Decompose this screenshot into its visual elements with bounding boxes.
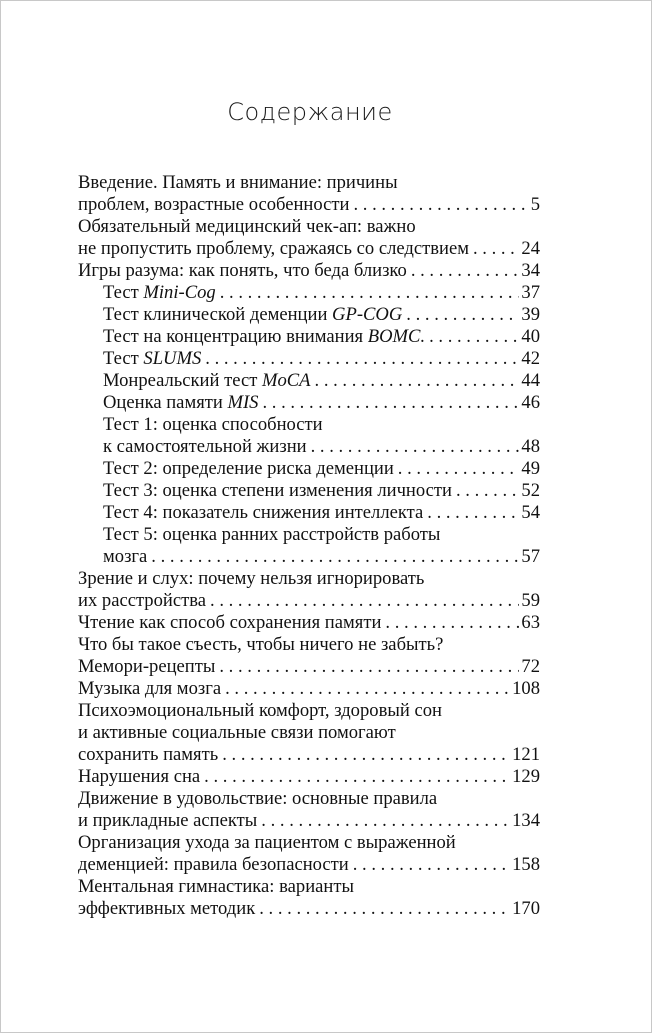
toc-entry-last-line	[78, 238, 540, 260]
toc-entry[interactable]	[78, 216, 540, 260]
toc-page-number: 158	[512, 854, 540, 875]
toc-entry-text-line: Организация ухода за пациентом с выраженной	[78, 832, 456, 853]
toc-entry-text-line: Что бы такое съесть, чтобы ничего не забыть?	[78, 634, 444, 655]
toc-entry-text-line: и активные социальные связи помогают	[78, 722, 396, 743]
toc-subentry[interactable]	[78, 304, 540, 326]
toc-page-number: 39	[521, 304, 540, 325]
toc-page-number: 72	[521, 656, 540, 677]
toc-entry[interactable]	[78, 678, 540, 700]
dot-leader	[402, 304, 519, 326]
toc-entry[interactable]	[78, 766, 540, 788]
toc-entry-last-line	[78, 590, 540, 612]
toc-page-number: 24	[521, 238, 540, 259]
toc-entry-last-line	[103, 326, 540, 348]
dot-leader	[147, 546, 519, 568]
toc-entry-title-abbr: MoCA	[261, 370, 311, 391]
toc-entry[interactable]	[78, 832, 540, 876]
toc-entry[interactable]	[78, 788, 540, 832]
toc-page-number: 108	[512, 678, 540, 699]
dot-leader	[255, 898, 510, 920]
dot-leader	[407, 260, 520, 282]
toc-entry-title	[103, 304, 402, 326]
toc-entry-title: их расстройства	[78, 590, 207, 611]
toc-page-number: 63	[521, 612, 540, 633]
toc-subentry[interactable]	[78, 370, 540, 392]
toc-entry-last-line	[78, 810, 540, 832]
toc-entry-title-abbr: MIS	[227, 392, 259, 413]
toc-page-number: 134	[512, 810, 540, 831]
toc-entry-title: Мемори-рецепты	[78, 656, 216, 677]
dot-leader	[216, 282, 520, 304]
toc-entry[interactable]	[78, 634, 540, 678]
toc-page-number: 34	[521, 260, 540, 281]
dot-leader	[423, 502, 519, 524]
toc-entry-title-prefix: Оценка памяти	[103, 392, 228, 413]
dot-leader	[452, 480, 519, 502]
toc-entry-title-prefix: Тест на концентрацию внимания	[103, 326, 368, 347]
toc-entry-title: Игры разума: как понять, что беда близко	[78, 260, 407, 281]
toc-entry-last-line	[103, 546, 540, 568]
toc-page-number: 48	[521, 436, 540, 457]
toc-entry-text-line: Тест 5: оценка ранних расстройств работы	[103, 524, 441, 545]
dot-leader	[258, 392, 519, 414]
toc-entry-title: проблем, возрастные особенности	[78, 194, 350, 215]
toc-entry-title: Тест 3: оценка степени изменения личности	[103, 480, 452, 501]
toc-entry-title: мозга	[103, 546, 148, 567]
toc-entry-last-line	[78, 898, 540, 920]
toc-subentry[interactable]	[78, 502, 540, 524]
toc-page-number: 54	[521, 502, 540, 523]
toc-entry-last-line	[78, 656, 540, 678]
dot-leader	[201, 348, 519, 370]
toc-entry-title: не пропустить проблему, сражаясь со следствием	[78, 238, 469, 259]
toc-entry-last-line	[103, 502, 540, 524]
toc-entry-title: сохранить память	[78, 744, 219, 765]
toc-subentry[interactable]	[78, 348, 540, 370]
toc-page-number: 170	[512, 898, 540, 919]
toc-entry-text-line: Движение в удовольствие: основные правила	[78, 788, 438, 809]
toc-entry[interactable]	[78, 700, 540, 766]
toc-entry-title-abbr: BOMC.	[367, 326, 426, 347]
toc-entry-title: эффективных методик	[78, 898, 256, 919]
toc-entry-last-line	[78, 766, 540, 788]
toc-entry[interactable]	[78, 568, 540, 612]
toc-entry-title-prefix: Тест	[103, 348, 144, 369]
dot-leader	[307, 436, 520, 458]
toc-entry-title	[103, 392, 258, 414]
toc-entry-text-line: Зрение и слух: почему нельзя игнорировать	[78, 568, 425, 589]
toc-entry-title-abbr: GP-COG	[332, 304, 403, 325]
toc-entry-last-line	[103, 304, 540, 326]
toc-entry-last-line	[103, 282, 540, 304]
dot-leader	[349, 854, 510, 876]
toc-page-number: 57	[521, 546, 540, 567]
toc-entry-last-line	[103, 392, 540, 414]
toc-entry[interactable]	[78, 876, 540, 920]
toc-entry-title-prefix: Тест	[103, 282, 144, 303]
toc-entry[interactable]	[78, 612, 540, 634]
toc-entry-last-line	[103, 480, 540, 502]
toc-entry-last-line	[78, 260, 540, 282]
toc-entry-title	[103, 370, 311, 392]
dot-leader	[425, 326, 519, 348]
dot-leader	[394, 458, 520, 480]
dot-leader	[257, 810, 510, 832]
toc-entry-last-line	[78, 612, 540, 634]
toc-entry-text-line: Психоэмоциональный комфорт, здоровый сон	[78, 700, 442, 721]
toc-page-number: 46	[521, 392, 540, 413]
toc-entry-title	[103, 282, 216, 304]
toc-page-number: 42	[521, 348, 540, 369]
toc-page-number: 129	[512, 766, 540, 787]
dot-leader	[311, 370, 520, 392]
toc-page-number: 49	[521, 458, 540, 479]
toc-entry-text-line: Обязательный медицинский чек-ап: важно	[78, 216, 416, 237]
toc-page-number: 5	[530, 194, 540, 215]
toc-subentry[interactable]	[78, 480, 540, 502]
dot-leader	[381, 612, 519, 634]
toc-entry-title: к самостоятельной жизни	[103, 436, 307, 457]
toc-subentry[interactable]	[78, 282, 540, 304]
toc-entry-last-line	[103, 436, 540, 458]
dot-leader	[206, 590, 519, 612]
toc-entry-title: Музыка для мозга	[78, 678, 222, 699]
toc-entry-title: и прикладные аспекты	[78, 810, 258, 831]
toc-entry-title: Тест 4: показатель снижения интеллекта	[103, 502, 424, 523]
page-title: Содержание	[227, 98, 393, 126]
toc-entry-title-prefix: Монреальский тест	[103, 370, 262, 391]
toc-entry-last-line	[78, 854, 540, 876]
toc-page-number: 37	[521, 282, 540, 303]
toc-entry-last-line	[103, 370, 540, 392]
toc-subentry[interactable]	[78, 392, 540, 414]
dot-leader	[215, 656, 519, 678]
toc-entry-title-abbr: SLUMS	[143, 348, 202, 369]
toc-entry-title: Чтение как способ сохранения памяти	[78, 612, 382, 633]
toc-page-number: 40	[521, 326, 540, 347]
toc-entry-title-prefix: Тест клинической деменции	[103, 304, 333, 325]
dot-leader	[349, 194, 528, 216]
dot-leader	[200, 766, 510, 788]
toc-entry-last-line	[78, 194, 540, 216]
toc-page-number: 52	[521, 480, 540, 501]
dot-leader	[218, 744, 510, 766]
toc-entry[interactable]	[78, 260, 540, 282]
dot-leader	[221, 678, 510, 700]
toc-subentry[interactable]	[78, 524, 540, 568]
toc-entry-title: Тест 2: определение риска деменции	[103, 458, 394, 479]
toc-entry-last-line	[78, 744, 540, 766]
toc-entry-last-line	[78, 678, 540, 700]
toc-entry-title-abbr: Mini-Cog	[143, 282, 216, 303]
toc-entry-text-line: Тест 1: оценка способности	[103, 414, 323, 435]
toc-entry-last-line	[103, 348, 540, 370]
toc-entry-text-line: Введение. Память и внимание: причины	[78, 172, 398, 193]
toc-entry-title	[103, 348, 201, 370]
toc-subentry[interactable]	[78, 326, 540, 348]
toc-entry[interactable]	[78, 172, 540, 216]
toc-page-number: 59	[521, 590, 540, 611]
toc-entry-title: деменцией: правила безопасности	[78, 854, 349, 875]
toc-entry-text-line: Ментальная гимнастика: варианты	[78, 876, 354, 897]
dot-leader	[469, 238, 519, 260]
toc-subentry[interactable]	[78, 414, 540, 458]
table-of-contents	[78, 172, 540, 920]
toc-entry-last-line	[103, 458, 540, 480]
toc-entry-title: Нарушения сна	[78, 766, 201, 787]
toc-subentry[interactable]	[78, 458, 540, 480]
toc-page-number: 121	[512, 744, 540, 765]
toc-page-number: 44	[521, 370, 540, 391]
toc-entry-title	[103, 326, 425, 348]
